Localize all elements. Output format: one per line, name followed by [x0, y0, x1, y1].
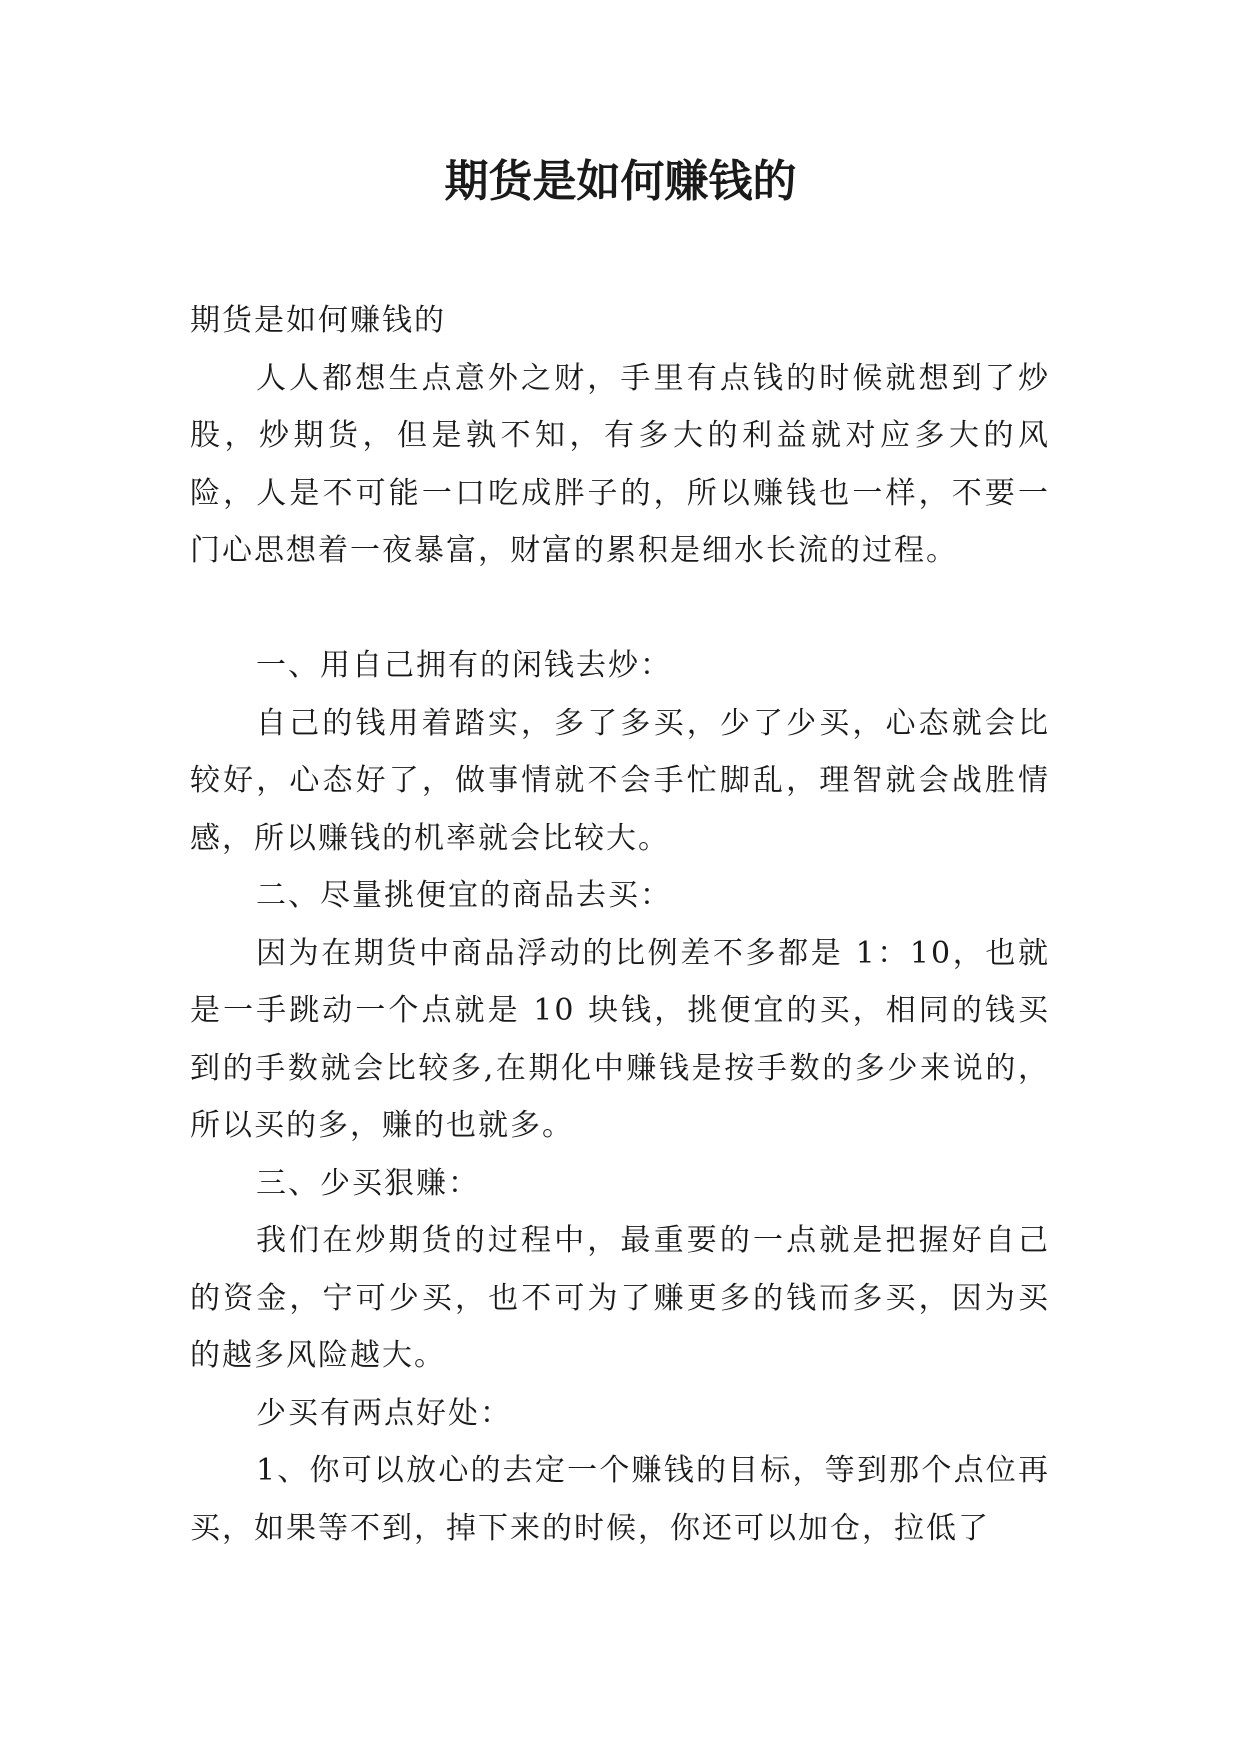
section-heading-1: 一、用自己拥有的闲钱去炒： [256, 648, 672, 683]
section-paragraph-2: 因为在期货中商品浮动的比例差不多都是 1：10，也就是一手跳动一个点就是 10 块钱，挑便宜的买，相同的钱买到的手数就会比较多,在期化中赚钱是按手数的多少来说的，所以买的多，赚的也就多。 [190, 935, 1050, 1143]
benefits-heading: 少买有两点好处： [256, 1395, 512, 1431]
subtitle-paragraph: 期货是如何赚钱的 [190, 303, 446, 338]
intro-paragraph: 人人都想生点意外之财，手里有点钱的时候就想到了炒股，炒期货，但是孰不知，有多大的利益就对应多大的风险，人是不可能一口吃成胖子的，所以赚钱也一样，不要一门心思想着一夜暴富，财富的累积是细水长流的过程。 [190, 360, 1050, 568]
section-paragraph-1: 自己的钱用着踏实，多了多买，少了少买，心态就会比较好，心态好了，做事情就不会手忙脚乱，理智就会战胜情感，所以赚钱的机率就会比较大。 [190, 705, 1050, 856]
document-body [190, 292, 1050, 1557]
benefit-item-1: 1、你可以放心的去定一个赚钱的目标，等到那个点位再买，如果等不到，掉下来的时候，你还可以加仓，拉低了 [190, 1453, 1050, 1546]
section-heading-2: 二、尽量挑便宜的商品去买： [256, 878, 672, 913]
paragraph-spacer [190, 580, 1050, 638]
document-title: 期货是如何赚钱的 [444, 156, 797, 207]
section-paragraph-3: 我们在炒期货的过程中，最重要的一点就是把握好自己的资金，宁可少买，也不可为了赚更多的钱而多买，因为买的越多风险越大。 [190, 1223, 1050, 1373]
section-heading-3: 三、少买狠赚： [256, 1165, 480, 1201]
